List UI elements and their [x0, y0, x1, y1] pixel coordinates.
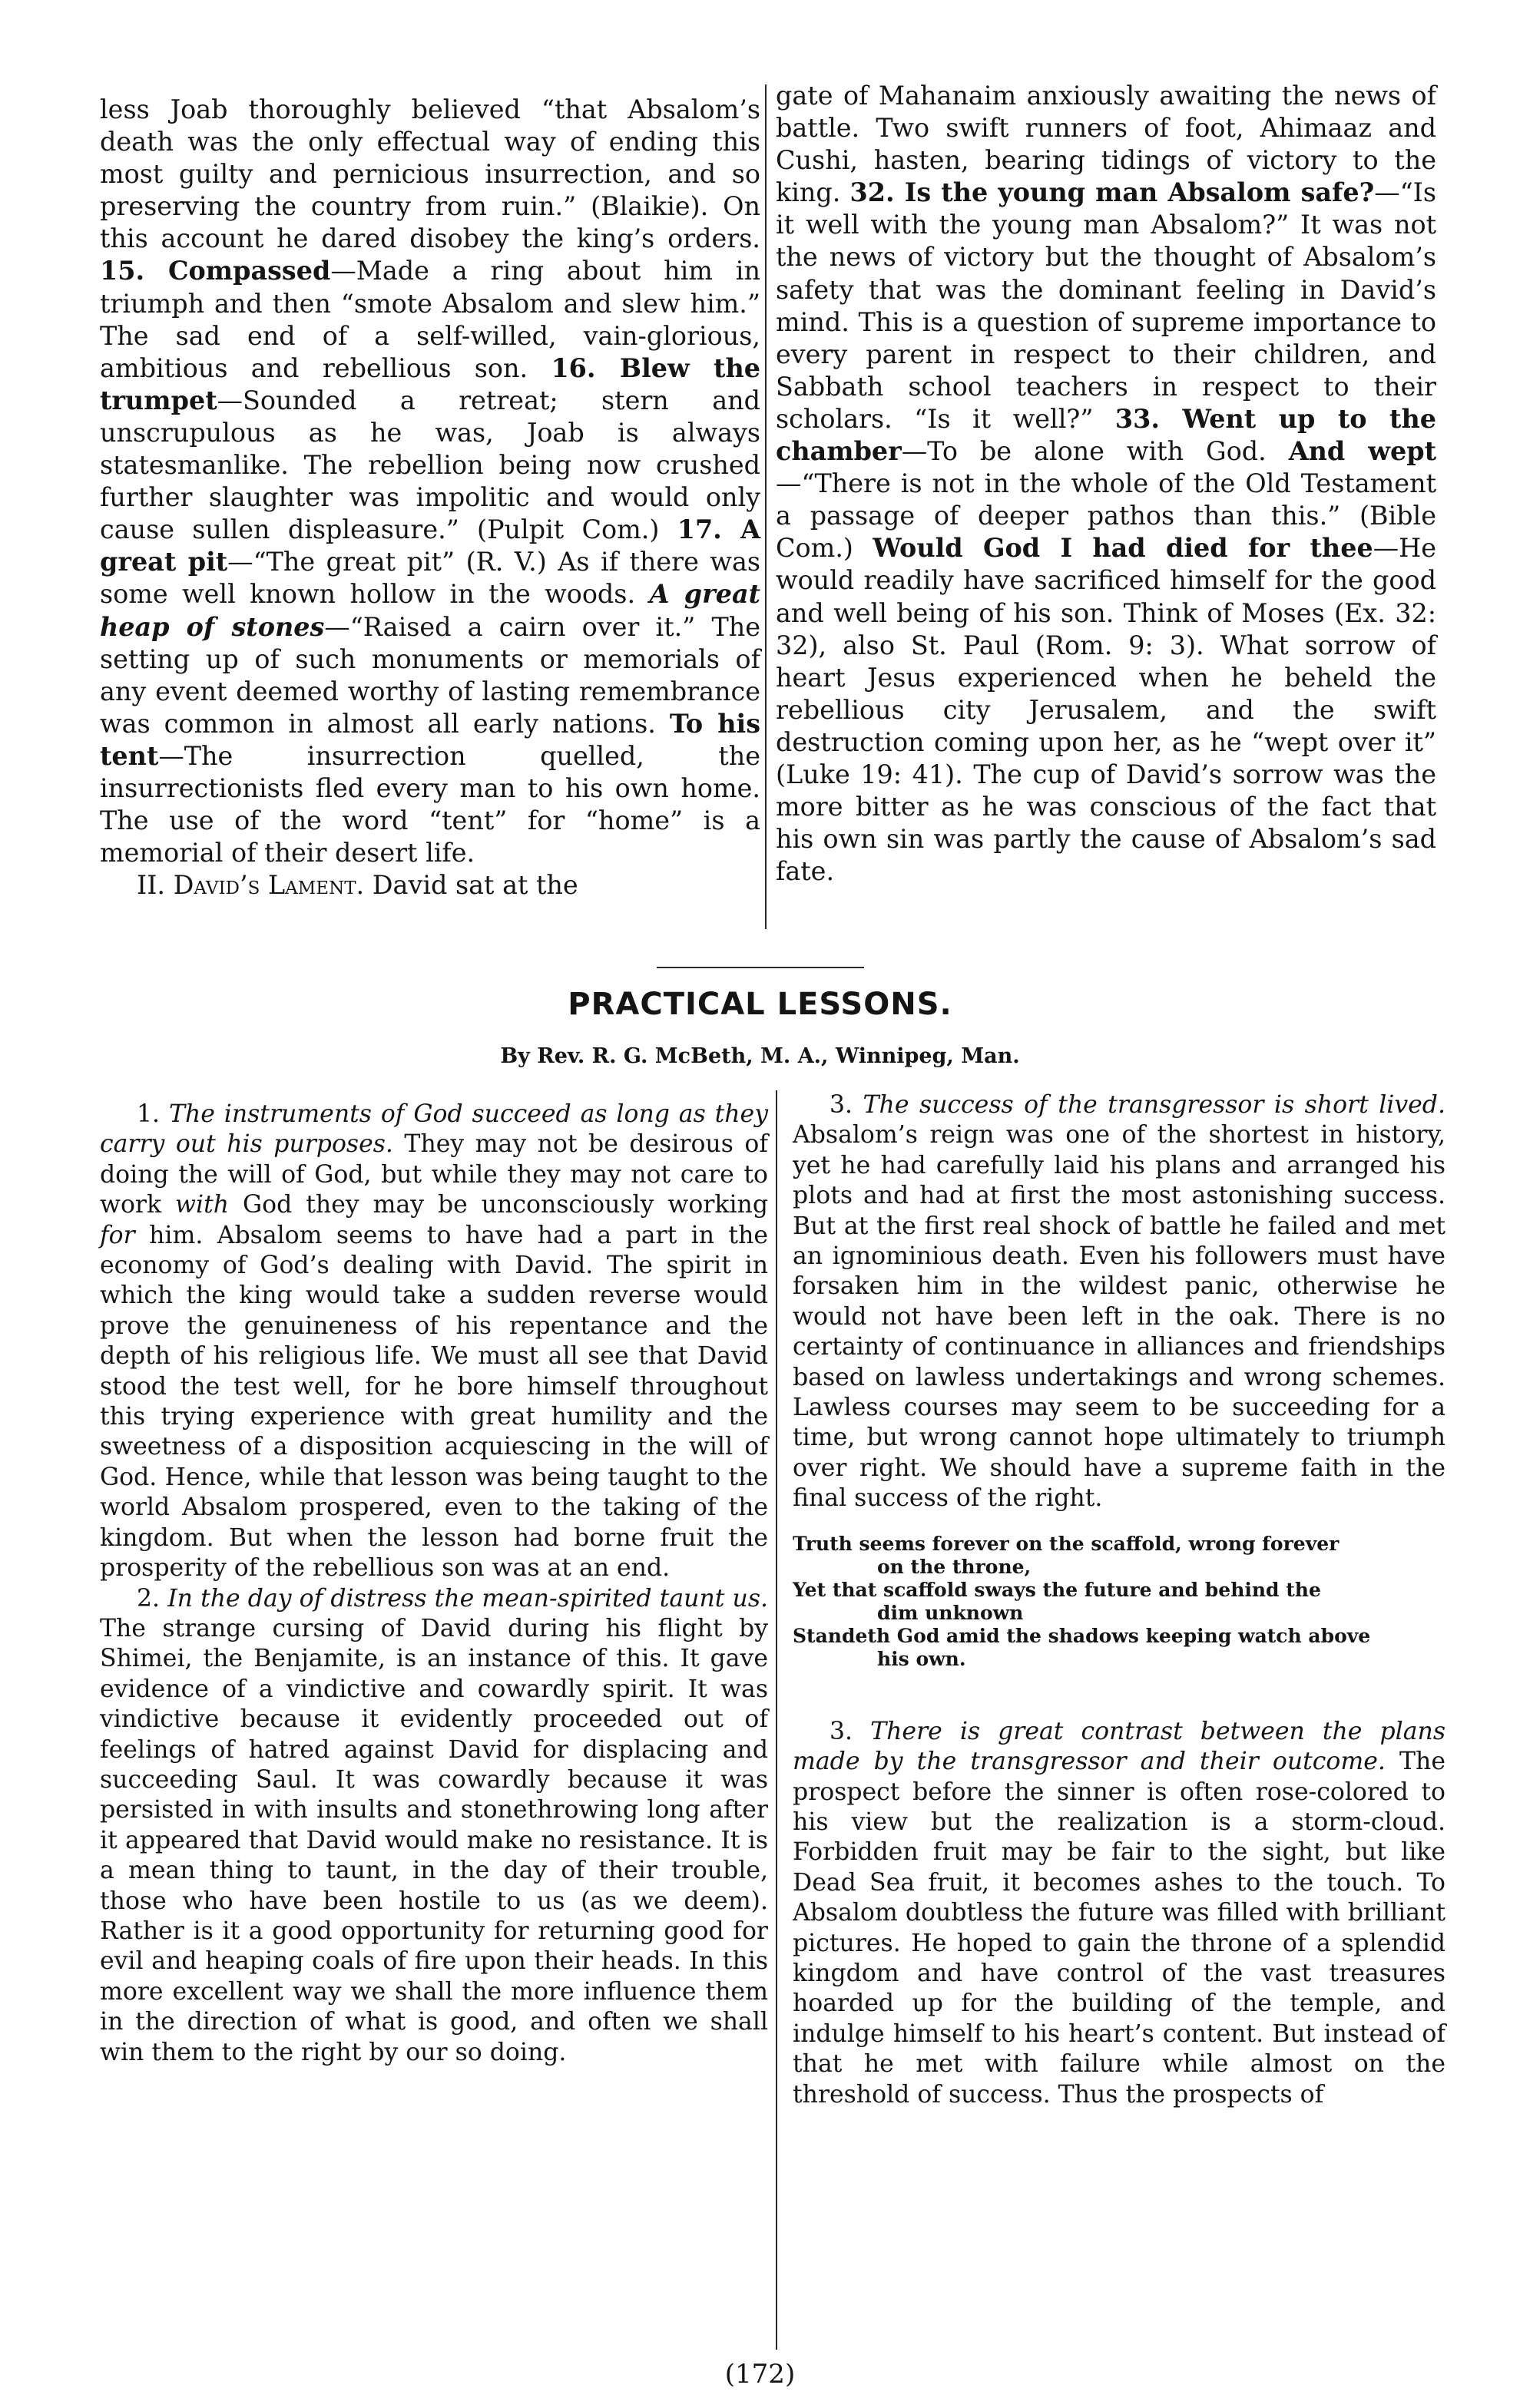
- commentary-text: —Sounded a retreat; stern and unscrupulous as he was, Joab is always statesmanlike. The rebellion being now crushed further slaughter was impolitic and would only cause sullen displeasure.” (Pulpit Com.): [100, 385, 760, 545]
- poem-line: Standeth God amid the shadows keeping watch above: [793, 1624, 1371, 1647]
- poem-line: Truth seems forever on the scaffold, wrong forever: [793, 1532, 1340, 1555]
- commentary-text: —Made a ring about him in triumph and then “smote Absalom and slew him.” The sad end of a self-willed, vain-glorious, ambitious and rebellious son.: [100, 256, 760, 383]
- commentary-text: —“The great pit” (R. V.) As if there was some well known hollow in the woods.: [100, 547, 760, 610]
- lesson-text: The prospect before the sinner is often rose-colored to his view but the realization is a storm-cloud. Forbidden fruit may be fair to the sight, but like Dead Sea fruit, it becomes ashes to the touch. To Absalom doubtless the future was filled with brilliant pictures. He hoped to gain the throne of a splendid kingdom and have control of the vast treasures hoarded up for the building of the temple, and indulge himself to his heart’s content. But instead of that he met with failure while almost on the threshold of success. Thus the prospects of: [793, 1748, 1445, 2109]
- lesson-1: [100, 1100, 768, 1584]
- lesson-title: There is great contrast between the plans made by the transgressor and their outcome.: [793, 1717, 1445, 1776]
- poem-line: his own.: [877, 1647, 966, 1670]
- column-rule: [765, 84, 767, 929]
- verse-heading: To his tent: [100, 708, 761, 771]
- lessons-column-right: [793, 1090, 1445, 2110]
- commentary-column-left: [100, 94, 760, 901]
- lesson-text: They may not be desirous of doing the will of God, but while they may not care to work: [100, 1130, 768, 1219]
- commentary-text: gate of Mahanaim anxiously awaiting the news of battle. Two swift runners of foot, Ahimaaz and Cushi, hasten, bearing tidings of victory to the king.: [776, 81, 1436, 208]
- lesson-title: The success of the transgressor is short lived.: [863, 1091, 1445, 1119]
- lesson-text: God they may be unconsciously working: [229, 1191, 768, 1219]
- poem-line: dim unknown: [877, 1601, 1024, 1624]
- commentary-text: —The insurrection quelled, the insurrectionists fled every man to his own home. The use of the word “tent” for “home” is a memorial of their desert life.: [100, 740, 760, 868]
- lesson-3: [793, 1090, 1445, 1514]
- poem-line: on the throne,: [877, 1555, 1032, 1578]
- commentary-text: —“Raised a cairn over it.” The setting up of such monuments or memorials of any event deemed worthy of lasting remembrance was common in almost all early nations.: [100, 611, 760, 739]
- commentary-paragraph: [100, 94, 760, 869]
- commentary-text: —To be alone with God.: [901, 436, 1289, 467]
- column-rule: [776, 1090, 777, 2350]
- lesson-number: 2.: [137, 1584, 168, 1612]
- poem-quotation: [793, 1533, 1445, 1671]
- section-title: David’s Lament.: [173, 870, 365, 901]
- lesson-4: [793, 1717, 1445, 2110]
- lesson-number: 3.: [830, 1717, 871, 1745]
- verse-heading: 15. Compassed: [100, 256, 331, 286]
- lesson-text: The strange cursing of David during his flight by Shimei, the Benjamite, is an instance of this. It gave evidence of a vindictive and cowardly spirit. It was vindictive because it evidently proceeded out of feelings of hatred against David for displacing and succeeding Saul. It was cowardly because it was persisted in with insults and stonethrowing long after it appeared that David would make no resistance. It is a mean thing to taunt, in the day of their trouble, those who have been hostile to us (as we deem). Rather is it a good opportunity for returning good for evil and heaping coals of fire upon their heads. In this more excellent way we shall the more influence them in the direction of what is good, and often we shall win them to the right by our so doing.: [100, 1614, 768, 2066]
- lesson-text: Absalom’s reign was one of the shortest in history, yet he had carefully laid his plans and arranged his plots and had at first the most astonishing success. But at the first real shock of battle he failed and met an ignominious death. Even his followers must have forsaken him in the wildest panic, otherwise he would not have been left in the oak. There is no certainty of continuance in alliances and friendships based on lawless undertakings and wrong schemes. Lawless courses may seem to be succeeding for a time, but wrong cannot hope ultimately to triumph over right. We should have a supreme faith in the final success of the right.: [793, 1121, 1445, 1513]
- lesson-title: In the day of distress the mean-spirited taunt us.: [167, 1584, 769, 1612]
- emphasis: with: [175, 1191, 230, 1219]
- commentary-paragraph: [776, 80, 1436, 888]
- verse-heading: 16. Blew the trumpet: [100, 352, 761, 415]
- verse-heading: Would God I had died for thee: [873, 533, 1373, 564]
- verse-heading: And wept: [1288, 436, 1437, 467]
- poem-line: Yet that scaffold sways the future and behind the: [793, 1578, 1321, 1601]
- verse-heading: 17. A great pit: [100, 514, 761, 577]
- lesson-title: The instruments of God succeed as long as they carry out his purposes.: [100, 1100, 768, 1159]
- commentary-text: David sat at the: [364, 870, 578, 901]
- lesson-number: 1.: [137, 1100, 169, 1128]
- commentary-text: —“Is it well with the young man Absalom?” It was not the news of victory but the thought of Absalom’s safety that was the dominant feeling in David’s mind. This is a question of supreme importance to every parent in respect to their children, and Sabbath school teachers in respect to their scholars. “Is it well?”: [776, 177, 1436, 434]
- lesson-number: 3.: [830, 1091, 863, 1119]
- commentary-text: less Joab thoroughly believed “that Absalom’s death was the only effectual way of ending this most guilty and pernicious insurrection, and so preserving the country from ruin.” (Blaikie). On this account he dared disobey the king’s orders.: [100, 94, 760, 254]
- verse-heading: A great heap of stones: [100, 579, 761, 642]
- page-number: (172): [724, 2359, 796, 2390]
- lesson-text: him. Absalom seems to have had a part in the economy of God’s dealing with David. The spirit in which the king would take a sudden reverse would prove the genuineness of his repentance and the depth of his religious life. We must all see that David stood the test well, for he bore himself throughout this trying experience with great humility and the sweetness of a disposition acquiescing in the will of God. Hence, while that lesson was being taught to the world Absalom prospered, even to the taking of the kingdom. But when the lesson had borne fruit the prosperity of the rebellious son was at an end.: [100, 1221, 768, 1583]
- section-heading-paragraph: [100, 869, 760, 901]
- section-divider: [657, 967, 864, 968]
- practical-lessons-heading: PRACTICAL LESSONS.: [568, 987, 952, 1022]
- author-byline: By Rev. R. G. McBeth, M. A., Winnipeg, Man.: [500, 1044, 1020, 1068]
- emphasis: for: [100, 1221, 135, 1249]
- lessons-column-left: [100, 1100, 768, 2068]
- section-number: II.: [137, 870, 174, 901]
- commentary-text: —“There is not in the whole of the Old Testament a passage of deeper pathos than this.” (Bible Com.): [776, 468, 1436, 564]
- lesson-2: [100, 1584, 768, 2069]
- commentary-column-right: [776, 80, 1436, 888]
- commentary-text: —He would readily have sacrificed himself for the good and well being of his son. Think of Moses (Ex. 32: 32), also St. Paul (Rom. 9: 3). What sorrow of heart Jesus experienced when he beheld the rebellious city Jerusalem, and the swift destruction coming upon her, as he “wept over it” (Luke 19: 41). The cup of David’s sorrow was the more bitter as he was conscious of the fact that his own sin was partly the cause of Absalom’s sad fate.: [776, 533, 1436, 887]
- verse-heading: 32. Is the young man Absalom safe?: [849, 177, 1375, 208]
- verse-heading: 33. Went up to the chamber: [776, 403, 1436, 467]
